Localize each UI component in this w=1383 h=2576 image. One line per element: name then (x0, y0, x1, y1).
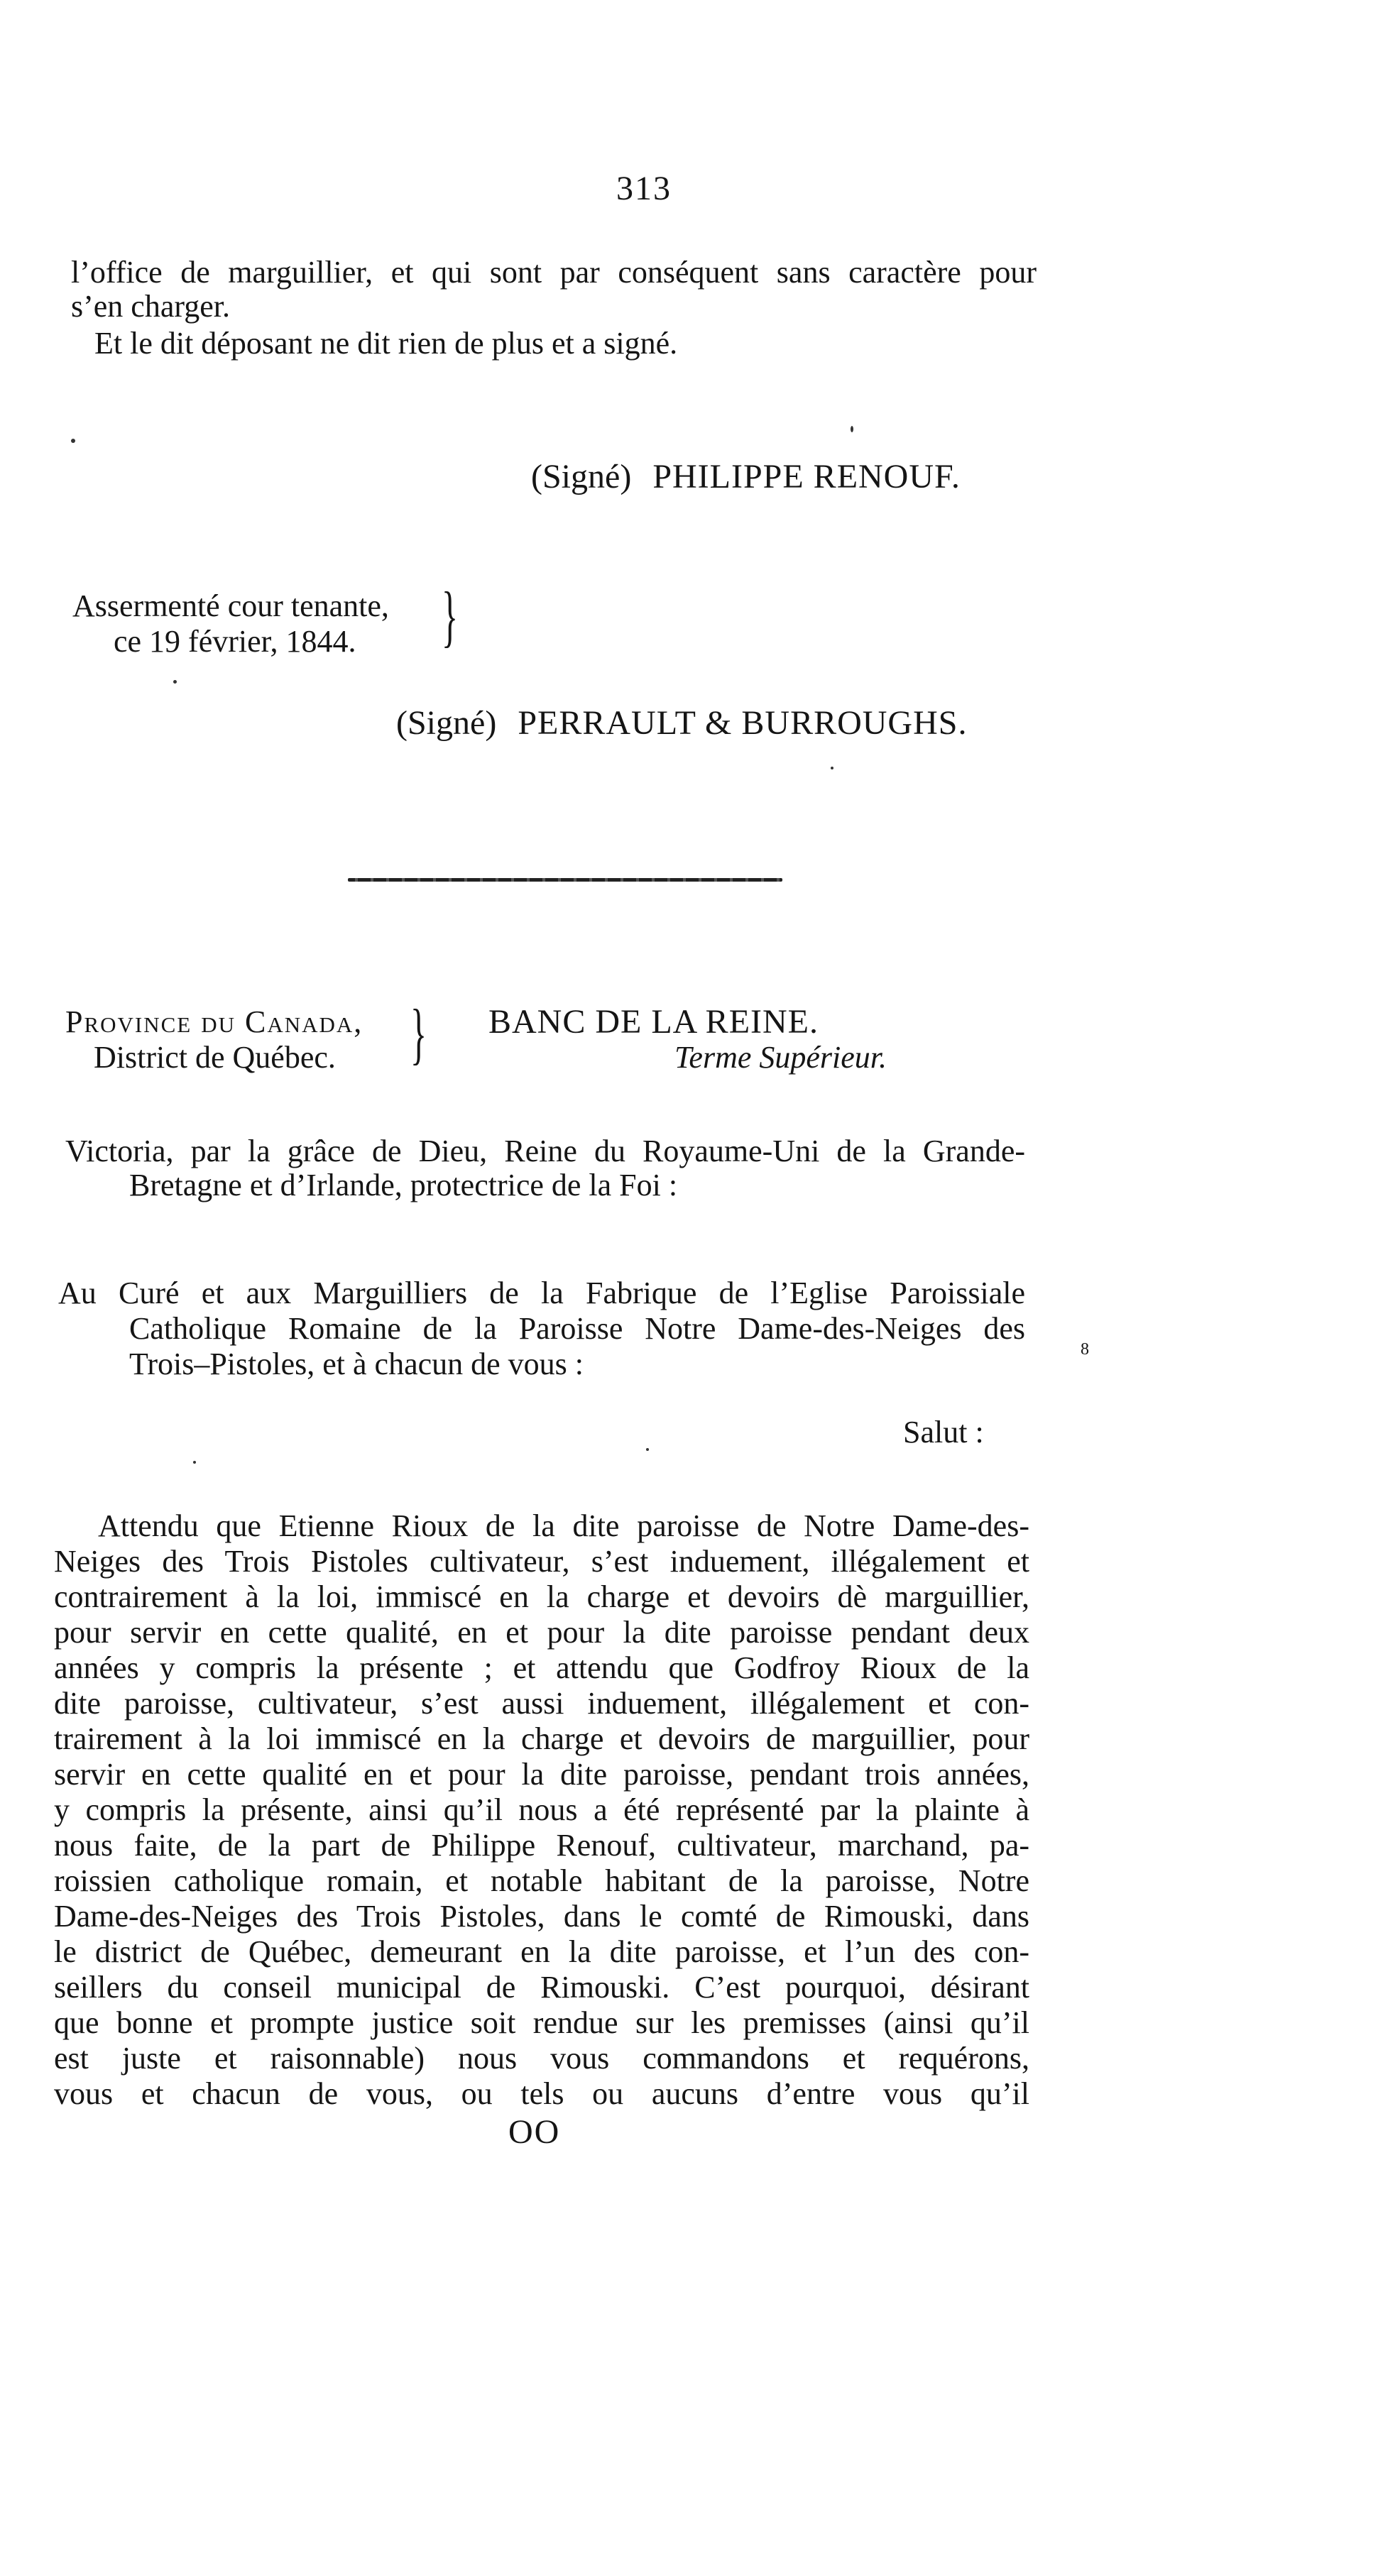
body-line: dite paroisse, cultivateur, s’est aussi induement, illégalement et con- (54, 1686, 1029, 1721)
continuation-line-1: l’office de marguillier, et qui sont par conséquent sans caractère pour (71, 255, 1037, 290)
body-line: le district de Québec, demeurant en la dite paroisse, et l’un des con- (54, 1934, 1029, 1969)
address-line-2: Catholique Romaine de la Paroisse Notre Dame-des-Neiges des (129, 1311, 1025, 1346)
body-line: Neiges des Trois Pistoles cultivateur, s’est induement, illégalement et (54, 1544, 1029, 1579)
signed-prefix: (Signé) (531, 458, 632, 495)
body-line: servir en cette qualité en et pour la dite paroisse, pendant trois années, (54, 1757, 1029, 1792)
scan-speck (173, 680, 177, 684)
body-line: Attendu que Etienne Rioux de la dite paroisse de Notre Dame-des- (98, 1508, 1029, 1543)
body-line: seillers du conseil municipal de Rimouski. C’est pourquoi, désirant (54, 1970, 1029, 2005)
scan-speck (193, 1461, 196, 1464)
address-line-1: Au Curé et aux Marguilliers de la Fabrique de l’Eglise Paroissiale (58, 1276, 1025, 1310)
body-line: années y compris la présente ; et attendu que Godfroy Rioux de la (54, 1650, 1029, 1685)
body-line: contrairement à la loi, immiscé en la charge et devoirs dè marguillier, (54, 1579, 1029, 1614)
signature-mark: OO (508, 2113, 561, 2151)
body-line: pour servir en cette qualité, en et pour la dite paroisse pendant deux (54, 1615, 1029, 1650)
body-line: vous et chacun de vous, ou tels ou aucuns d’entre vous qu’il (54, 2076, 1029, 2111)
venue-brace: } (410, 995, 427, 1071)
preamble-line-2: Bretagne et d’Irlande, protectrice de la Foi : (129, 1168, 678, 1202)
body-line: que bonne et prompte justice soit rendue sur les premisses (ainsi qu’il (54, 2005, 1029, 2040)
section-divider (348, 878, 782, 882)
scan-speck (71, 439, 75, 443)
court-term: Terme Supérieur. (674, 1040, 887, 1075)
signatory-name: PERRAULT & BURROUGHS. (518, 704, 968, 742)
oath-line-1: Assermenté cour tenante, (72, 588, 389, 623)
signature-philippe-renouf (531, 460, 961, 494)
signature-perrault-burroughs (396, 706, 967, 740)
body-line: est juste et raisonnable) nous vous commandons et requérons, (54, 2041, 1029, 2076)
oath-line-2: ce 19 février, 1844. (114, 624, 356, 659)
salutation: Salut : (903, 1415, 984, 1449)
signatory-name: PHILIPPE RENOUF. (652, 458, 961, 495)
province-heading: Province du Canada, (65, 1004, 363, 1039)
deponent-closing: Et le dit déposant ne dit rien de plus et a signé. (94, 326, 678, 361)
preamble-line-1: Victoria, par la grâce de Dieu, Reine du Royaume-Uni de la Grande- (65, 1134, 1025, 1168)
body-line: roissien catholique romain, et notable habitant de la paroisse, Notre (54, 1863, 1029, 1898)
court-name: BANC DE LA REINE. (488, 1003, 819, 1041)
continuation-line-2: s’en charger. (71, 289, 230, 324)
scan-speck (646, 1448, 649, 1451)
signed-prefix: (Signé) (396, 704, 497, 742)
page-number: 313 (616, 170, 672, 207)
body-line: trairement à la loi immiscé en la charge et devoirs de marguillier, pour (54, 1721, 1029, 1756)
body-line: Dame-des-Neiges des Trois Pistoles, dans le comté de Rimouski, dans (54, 1899, 1029, 1934)
scan-speck (851, 426, 853, 432)
body-line: y compris la présente, ainsi qu’il nous a été représenté par la plainte à (54, 1792, 1029, 1827)
body-line: nous faite, de la part de Philippe Renouf, cultivateur, marchand, pa- (54, 1828, 1029, 1863)
scan-speck (831, 767, 833, 769)
margin-mark: 8 (1081, 1340, 1089, 1359)
oath-brace: } (442, 578, 459, 654)
address-line-3: Trois–Pistoles, et à chacun de vous : (129, 1347, 584, 1381)
district-heading: District de Québec. (94, 1040, 336, 1075)
